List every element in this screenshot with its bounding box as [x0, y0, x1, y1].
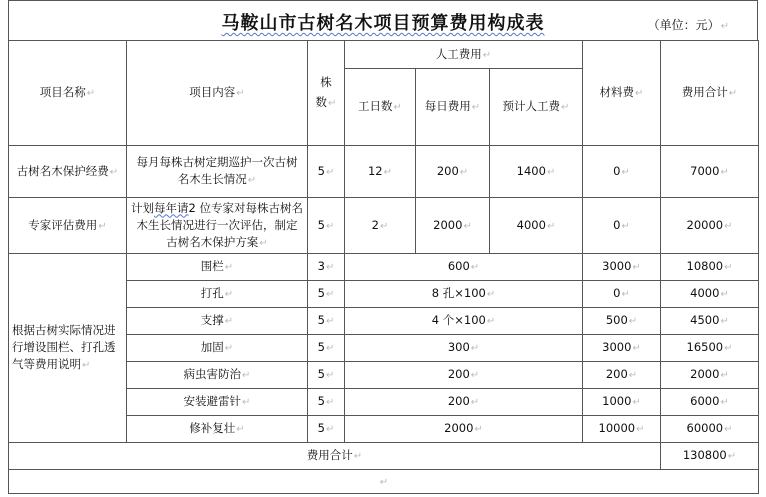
group-item: 病虫害防治↵: [127, 362, 308, 389]
group-count: 5↵: [308, 281, 345, 308]
group-total: 16500↵: [661, 335, 759, 362]
row-count: 5↵: [308, 146, 345, 198]
row-daily: 200↵: [416, 146, 490, 198]
group-labor: 200↵: [345, 389, 583, 416]
group-material: 1000↵: [583, 389, 661, 416]
summary-row: [9, 443, 759, 470]
group-item: 打孔↵: [127, 281, 308, 308]
group-labor: 4 个×100↵: [345, 308, 583, 335]
group-labor: 200↵: [345, 362, 583, 389]
header-daily: 每日费用↵: [416, 69, 490, 146]
group-labor: 8 孔×100↵: [345, 281, 583, 308]
table-row: [9, 254, 759, 281]
row-material: 0↵: [583, 146, 661, 198]
budget-table: [8, 40, 759, 494]
table-title: [9, 9, 757, 35]
title-text: 马鞍山市古树名木项目预算费用构成表: [221, 13, 545, 34]
group-item: 支撑↵: [127, 308, 308, 335]
paragraph-mark-icon: ↵: [720, 21, 729, 32]
group-name: 根据古树实际情况进行增设围栏、打孔透气等费用说明↵: [9, 254, 127, 443]
row-material: 0↵: [583, 198, 661, 254]
group-labor: 300↵: [345, 335, 583, 362]
row-days: 2↵: [345, 198, 416, 254]
empty-cell: ↵: [9, 470, 759, 494]
group-total: 4500↵: [661, 308, 759, 335]
table-row: [9, 198, 759, 254]
group-total: 60000↵: [661, 416, 759, 443]
header-material: 材料费↵: [583, 41, 661, 146]
group-material: 3000↵: [583, 335, 661, 362]
header-days: 工日数↵: [345, 69, 416, 146]
group-count: 5↵: [308, 389, 345, 416]
header-total: 费用合计↵: [661, 41, 759, 146]
group-count: 5↵: [308, 335, 345, 362]
row-daily: 2000↵: [416, 198, 490, 254]
group-item: 安装避雷针↵: [127, 389, 308, 416]
group-material: 3000↵: [583, 254, 661, 281]
group-labor: 600↵: [345, 254, 583, 281]
header-row-top: [9, 41, 759, 69]
group-item: 修补复壮↵: [127, 416, 308, 443]
empty-row: [9, 470, 759, 494]
row-labor: 4000↵: [490, 198, 583, 254]
row-name: 专家评估费用↵: [9, 198, 127, 254]
group-material: 10000↵: [583, 416, 661, 443]
group-total: 2000↵: [661, 362, 759, 389]
header-name: 项目名称↵: [9, 41, 127, 146]
group-material: 0↵: [583, 281, 661, 308]
header-est-labor: 预计人工费↵: [490, 69, 583, 146]
group-count: 3↵: [308, 254, 345, 281]
summary-label: 费用合计↵: [9, 443, 661, 470]
group-labor: 2000↵: [345, 416, 583, 443]
row-total: 7000↵: [661, 146, 759, 198]
table-title-bar: [8, 0, 758, 41]
group-material: 500↵: [583, 308, 661, 335]
header-labor: 人工费用↵: [345, 41, 583, 69]
row-total: 20000↵: [661, 198, 759, 254]
group-count: 5↵: [308, 308, 345, 335]
group-count: 5↵: [308, 416, 345, 443]
row-labor: 1400↵: [490, 146, 583, 198]
group-total: 10800↵: [661, 254, 759, 281]
group-total: 6000↵: [661, 389, 759, 416]
row-content: 每月每株古树定期巡护一次古树名木生长情况↵: [127, 146, 308, 198]
group-item: 围栏↵: [127, 254, 308, 281]
summary-total: 130800↵: [661, 443, 759, 470]
group-total: 4000↵: [661, 281, 759, 308]
row-days: 12↵: [345, 146, 416, 198]
row-name: 古树名木保护经费↵: [9, 146, 127, 198]
header-count: 株 数↵: [308, 41, 345, 146]
group-item: 加固↵: [127, 335, 308, 362]
group-count: 5↵: [308, 362, 345, 389]
table-row: [9, 146, 759, 198]
header-content: 项目内容↵: [127, 41, 308, 146]
group-material: 200↵: [583, 362, 661, 389]
unit-label: [648, 16, 729, 33]
unit-text: （单位：元）: [647, 18, 720, 32]
row-content: 计划每年请2 位专家对每株古树名木生长情况进行一次评估，制定古树名木保护方案↵: [127, 198, 308, 254]
row-count: 5↵: [308, 198, 345, 254]
